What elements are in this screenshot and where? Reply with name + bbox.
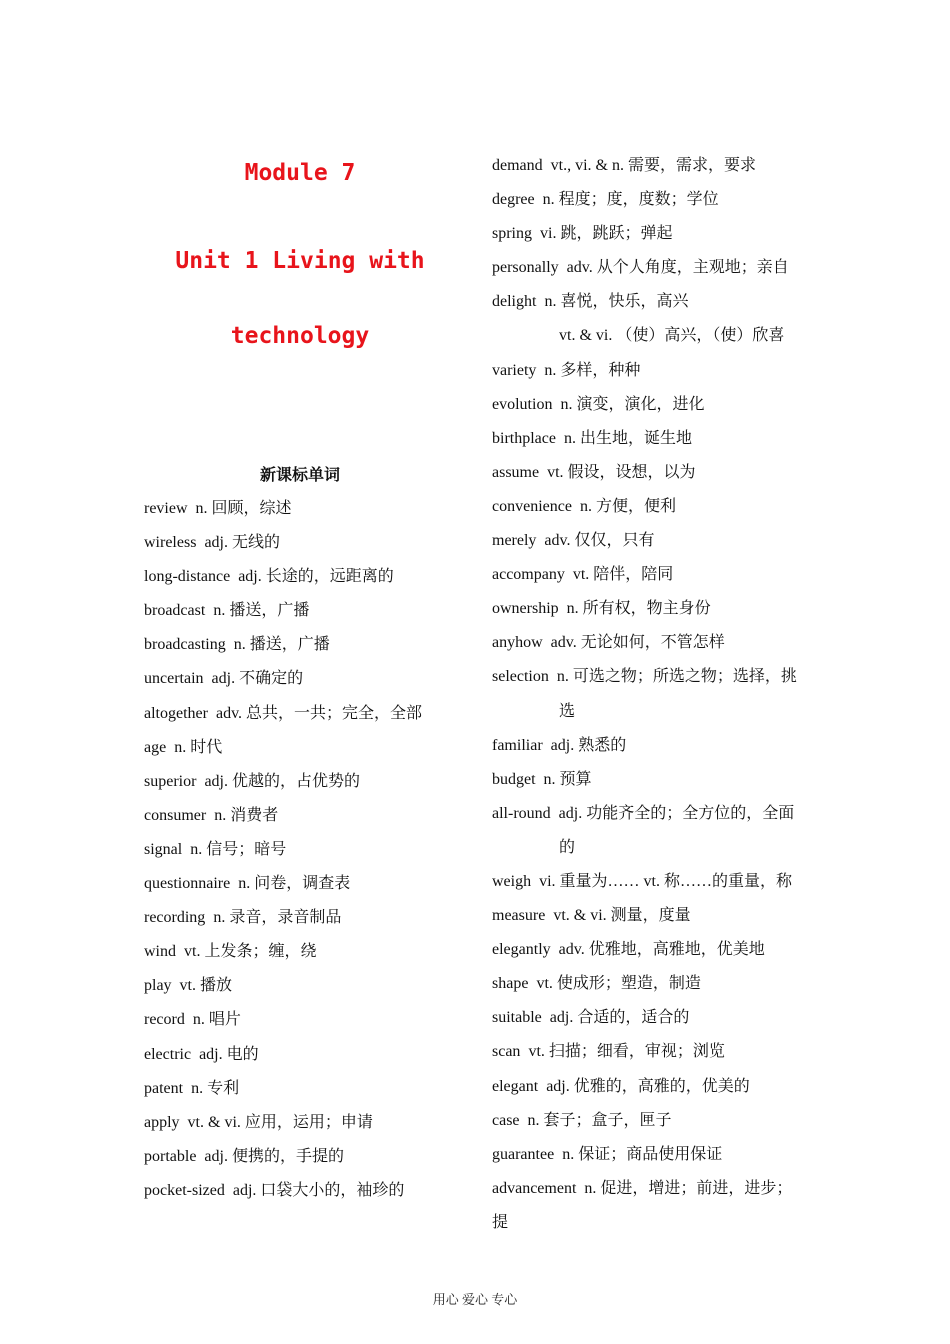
vocab-definition: vt. 上发条；缠，绕 <box>184 943 317 961</box>
vocab-definition: adj. 不确定的 <box>211 670 304 688</box>
vocab-entry <box>492 933 802 967</box>
vocab-definition: n. 程度；度，度数；学位 <box>542 191 719 209</box>
unit-title-line1: Unit 1 Living with <box>175 248 425 274</box>
module-title: Module 7 <box>244 160 356 186</box>
vocab-definition: adj. 优越的，占优势的 <box>204 772 360 790</box>
vocab-entry <box>492 558 802 592</box>
vocab-word: electric <box>144 1045 192 1063</box>
vocab-word: recording <box>144 909 206 927</box>
vocab-word: questionnaire <box>144 875 231 893</box>
vocab-definition: vt. 陪伴，陪同 <box>572 566 674 584</box>
vocab-definition: vt., vi. & n. 需要，需求，要求 <box>550 157 756 174</box>
vocab-entry <box>144 1072 454 1106</box>
vocab-word: all-round <box>492 804 551 822</box>
vocab-definition-continued: 的 <box>559 838 576 856</box>
vocab-definition: n. 多样，种种 <box>544 361 641 379</box>
vocab-word: demand <box>492 157 543 174</box>
vocab-word: assume <box>492 463 540 481</box>
vocab-definition: vt. 扫描；细看，审视；浏览 <box>528 1043 725 1061</box>
vocab-entry <box>492 1104 802 1138</box>
vocab-word: record <box>144 1011 185 1029</box>
vocab-entry <box>492 967 802 1001</box>
vocab-entry <box>144 594 454 628</box>
vocab-list-left <box>144 492 454 1208</box>
vocab-word: uncertain <box>144 670 204 688</box>
vocab-entry <box>492 729 802 763</box>
vocab-word: selection <box>492 668 549 686</box>
vocab-entry <box>492 524 802 558</box>
vocab-entry <box>492 217 802 251</box>
vocab-word: variety <box>492 361 537 379</box>
vocab-definition: vt. 假设，设想，以为 <box>547 463 696 481</box>
vocab-entry <box>492 422 802 456</box>
vocab-definition: n. 喜悦，快乐，高兴 <box>544 293 689 311</box>
vocab-word: pocket-sized <box>144 1181 225 1199</box>
vocab-entry <box>144 492 454 526</box>
vocab-definition: adj. 电的 <box>199 1045 259 1063</box>
vocab-definition: adj. 功能齐全的；全方位的，全面 <box>558 804 795 822</box>
vocab-word: superior <box>144 772 197 790</box>
vocab-entry <box>492 1070 802 1104</box>
vocab-entry <box>492 456 802 490</box>
vocab-definition: adj. 口袋大小的，袖珍的 <box>232 1181 405 1199</box>
vocab-entry <box>144 697 454 731</box>
vocab-definition-continued: 选 <box>559 702 576 720</box>
vocab-definition: n. 保证；商品使用保证 <box>562 1145 723 1163</box>
vocab-entry <box>144 560 454 594</box>
vocab-entry <box>492 626 802 660</box>
vocab-definition: n. 唱片 <box>192 1011 241 1029</box>
vocab-definition: vi. 重量为…… vt. 称……的重量，称 <box>539 872 793 890</box>
vocab-definition: n. 方便，便利 <box>579 497 676 515</box>
vocab-word: case <box>492 1111 520 1129</box>
vocab-definition: n. 套子；盒子，匣子 <box>527 1111 672 1129</box>
vocab-entry <box>492 183 802 217</box>
vocab-entry <box>492 354 802 388</box>
vocab-word: apply <box>144 1113 180 1131</box>
vocab-word: measure <box>492 907 546 925</box>
vocab-definition: adj. 无线的 <box>204 534 280 552</box>
vocab-definition: adv. 仅仅，只有 <box>544 532 655 550</box>
vocab-definition: adj. 长途的，远距离的 <box>238 568 394 586</box>
vocab-word: advancement <box>492 1179 577 1197</box>
vocab-entry <box>144 1003 454 1037</box>
vocab-entry <box>492 1035 802 1069</box>
vocab-definition: n. 播送，广播 <box>233 636 330 654</box>
page-footer: 用心 爱心 专心 <box>432 1292 518 1307</box>
vocab-definition: adj. 优雅的，高雅的，优美的 <box>546 1077 750 1095</box>
vocab-entry <box>492 1138 802 1172</box>
vocab-entry <box>492 285 802 353</box>
vocab-entry <box>492 490 802 524</box>
vocab-entry <box>144 1174 454 1208</box>
vocab-definition: n. 录音，录音制品 <box>213 909 342 927</box>
vocab-entry <box>144 935 454 969</box>
vocab-entry <box>492 149 802 183</box>
vocab-word: long-distance <box>144 568 231 586</box>
vocab-word: evolution <box>492 395 553 413</box>
vocab-entry <box>492 388 802 422</box>
vocab-word: ownership <box>492 600 559 618</box>
vocab-entry <box>492 251 802 285</box>
vocab-word: budget <box>492 770 536 788</box>
vocab-word: broadcast <box>144 602 206 620</box>
vocab-definition: vt. & vi. 应用，运用；申请 <box>187 1113 373 1131</box>
vocab-entry <box>492 797 802 865</box>
vocab-entry <box>144 833 454 867</box>
vocab-word: degree <box>492 191 535 209</box>
vocab-entry <box>144 901 454 935</box>
vocab-entry <box>492 592 802 626</box>
vocab-entry <box>492 899 802 933</box>
vocab-definition: vi. 跳，跳跃；弹起 <box>540 225 673 243</box>
vocab-word: merely <box>492 532 537 550</box>
vocab-word: elegantly <box>492 941 551 959</box>
vocab-word: elegant <box>492 1077 539 1095</box>
vocab-entry <box>492 763 802 797</box>
vocab-definition: adv. 优雅地，高雅地，优美地 <box>558 941 765 959</box>
vocab-entry <box>144 1038 454 1072</box>
vocab-definition: n. 专利 <box>191 1079 240 1097</box>
vocab-definition: adv. 无论如何，不管怎样 <box>550 634 725 652</box>
vocab-definition: n. 演变，演化，进化 <box>560 395 705 413</box>
vocab-definition: n. 所有权，物主身份 <box>566 600 711 618</box>
vocab-word: convenience <box>492 497 572 515</box>
vocab-word: play <box>144 977 172 995</box>
vocab-entry <box>144 799 454 833</box>
vocab-word: spring <box>492 225 532 243</box>
vocab-definition: n. 消费者 <box>214 806 279 824</box>
vocab-word: signal <box>144 840 183 858</box>
vocab-word: wind <box>144 943 176 961</box>
vocab-word: portable <box>144 1147 197 1165</box>
unit-title-line2: technology <box>230 323 370 349</box>
vocab-word: review <box>144 500 188 517</box>
vocab-definition: n. 信号；暗号 <box>190 840 287 858</box>
vocab-word: weigh <box>492 872 532 890</box>
vocab-definition: n. 可选之物；所选之物；选择，挑 <box>556 668 797 686</box>
vocab-entry <box>144 1140 454 1174</box>
vocab-definition: n. 回顾，综述 <box>195 500 292 517</box>
section-title: 新课标单词 <box>259 467 340 484</box>
vocab-definition: adj. 便携的，手提的 <box>204 1147 344 1165</box>
vocab-definition: n. 出生地，诞生地 <box>563 429 692 447</box>
vocab-entry <box>144 765 454 799</box>
vocab-word: broadcasting <box>144 636 226 654</box>
vocab-definition: n. 问卷，调查表 <box>238 875 351 893</box>
vocab-entry <box>144 662 454 696</box>
vocab-definition: vt. 使成形；塑造，制造 <box>536 975 701 993</box>
vocab-entry <box>144 1106 454 1140</box>
vocab-word: altogether <box>144 704 208 722</box>
vocab-word: guarantee <box>492 1145 555 1163</box>
vocab-list-right <box>492 149 802 1240</box>
vocab-definition: n. 预算 <box>543 770 592 788</box>
vocab-word: wireless <box>144 534 197 552</box>
vocab-word: familiar <box>492 736 543 754</box>
vocab-word: age <box>144 738 167 756</box>
vocab-definition: adv. 从个人角度，主观地；亲自 <box>566 259 789 277</box>
vocab-definition: n. 播送，广播 <box>213 602 310 620</box>
vocab-word: suitable <box>492 1009 542 1027</box>
vocab-definition-continued: vt. & vi. （使）高兴，（使）欣喜 <box>559 327 785 345</box>
vocab-definition: vt. 播放 <box>179 977 232 995</box>
vocab-definition: adj. 熟悉的 <box>550 736 627 754</box>
vocab-entry <box>492 865 802 899</box>
vocab-entry <box>492 660 802 728</box>
vocab-entry <box>144 628 454 662</box>
vocab-entry <box>144 867 454 901</box>
vocab-definition: n. 时代 <box>174 738 223 756</box>
vocab-definition: n. 促进，增进；前进，进步；提 <box>492 1179 793 1231</box>
vocab-word: delight <box>492 293 537 311</box>
vocab-definition: vt. & vi. 测量，度量 <box>553 907 691 925</box>
vocab-word: birthplace <box>492 429 556 447</box>
vocab-entry <box>492 1172 802 1240</box>
vocab-entry <box>144 526 454 560</box>
vocab-entry <box>492 1001 802 1035</box>
vocab-word: accompany <box>492 566 565 584</box>
vocab-word: patent <box>144 1079 184 1097</box>
vocab-definition: adj. 合适的，适合的 <box>549 1009 690 1027</box>
vocab-word: consumer <box>144 806 207 824</box>
vocab-entry <box>144 969 454 1003</box>
vocab-entry <box>144 731 454 765</box>
vocab-definition: adv. 总共，一共；完全，全部 <box>215 704 423 722</box>
vocab-word: anyhow <box>492 634 543 652</box>
vocab-word: shape <box>492 975 529 993</box>
vocab-word: scan <box>492 1043 521 1061</box>
vocab-word: personally <box>492 259 559 277</box>
